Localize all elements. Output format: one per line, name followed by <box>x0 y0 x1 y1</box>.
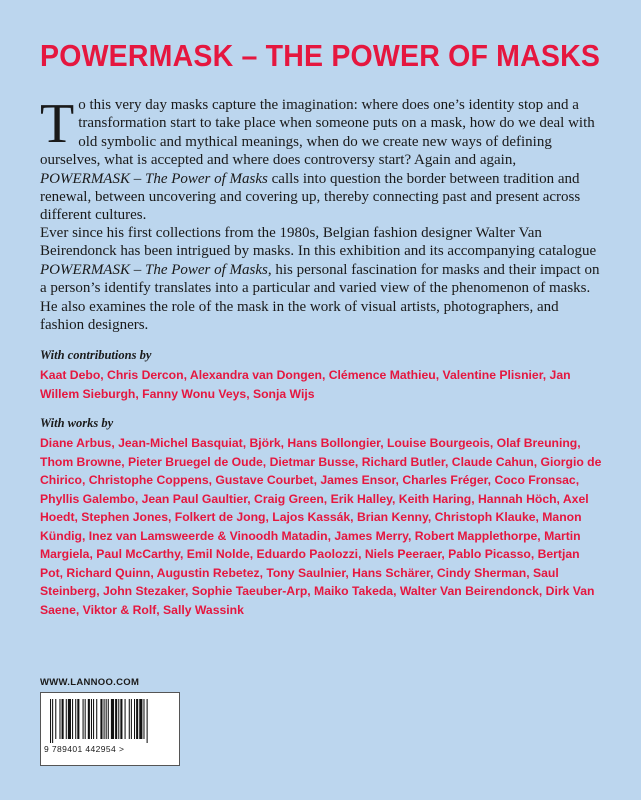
barcode-bar <box>75 699 76 739</box>
barcode-bar <box>147 699 148 743</box>
isbn-number: 9 789401 442954 > <box>44 744 125 754</box>
intro-text-start: o this very day masks capture the imagination: where does one’s identity stop and a transformation start to take place when someone puts on a mask, how do we deal with old symbolic and mythical meanings, when do we create new ways of defining ourselves, what is accepted and where does controversy start? Again and again, <box>40 97 595 169</box>
barcode-bar <box>111 699 114 739</box>
intro-text-end: calls into question the border between tradition and renewal, between uncovering and covering up, thereby connecting past and present across different cultures. <box>40 170 581 224</box>
barcode-bar <box>118 699 119 739</box>
intro-book-title: POWERMASK – The Power of Masks <box>40 170 268 187</box>
barcode-bar <box>136 699 138 739</box>
drop-cap: T <box>40 93 75 155</box>
isbn-barcode <box>40 692 180 766</box>
barcode-bar <box>115 699 117 739</box>
barcode-bar <box>143 699 144 739</box>
barcode-bars <box>46 699 174 743</box>
barcode-bar <box>93 699 94 739</box>
barcode-bar <box>50 699 51 743</box>
description-text-start: Ever since his first collections from the 1980s, Belgian fashion designer Walter Van Beirendonck has been intrigued by masks. In this exhibition and its accompanying catalogue <box>40 225 597 260</box>
barcode-bar <box>59 699 60 739</box>
barcode-bar <box>100 699 102 739</box>
works-heading: With works by <box>40 416 114 430</box>
barcode-bar <box>55 699 56 739</box>
description-text-end: , his personal fascination for masks and their impact on a person’s identify translates into a particular and varied view of the phenomenon of masks. He also examines the role of the mask in the work of visual artists, photographers, and fashion designers. <box>40 261 600 334</box>
barcode-bar <box>83 699 84 739</box>
barcode-bar <box>125 699 126 739</box>
barcode-bar <box>106 699 107 739</box>
barcode-bar <box>131 699 132 739</box>
barcode-bar <box>96 699 97 739</box>
barcode-bar <box>66 699 67 739</box>
barcode-bar <box>62 699 64 739</box>
barcode-bar <box>85 699 86 739</box>
barcode-bar <box>68 699 71 739</box>
description-paragraph <box>40 224 600 334</box>
publisher-website: WWW.LANNOO.COM <box>40 677 140 688</box>
artists-list: Diane Arbus, Jean-Michel Basquiat, Björk, Hans Bollongier, Louise Bourgeois, Olaf Breuning, Thom Browne, Pieter Bruegel de Oude, Dietmar Busse, Richard Butler, Claude Cahun, Giorgio de Chirico, Christophe Coppens, Gustave Courbet, James Ensor, Charles Fréger, Coco Fronsac, Phyllis Galembo, Jean Paul Gaultier, Craig Green, Erik Halley, Keith Haring, Hannah Höch, Axel Hoedt, Stephen Jones, Folkert de Jong, Lajos Kassák, Brian Kenny, Christoph Klauke, Manon Kündig, Inez van Lamsweerde & Vinoodh Matadin, James Merry, Robert Mapplethorpe, Martin Margiela, Paul McCarthy, Emil Nolde, Eduardo Paolozzi, Niels Peeraer, Pablo Picasso, Bertjan Pot, Richard Quinn, Augustin Rebetez, Tony Saulnier, Hans Schärer, Cindy Sherman, Saul Steinberg, John Stezaker, Sophie Taeuber-Arp, Maiko Takeda, Walter Van Beirendonck, Dirk Van Saene, Viktor & Rolf, Sally Wassink <box>40 436 602 617</box>
intro-paragraph <box>40 93 600 225</box>
contributions-heading: With contributions by <box>40 348 152 362</box>
barcode-bar <box>88 699 90 739</box>
barcode-bar <box>129 699 130 739</box>
cover-title: POWERMASK – THE POWER OF MASKS <box>40 38 601 73</box>
description-book-title: POWERMASK – The Power of Masks <box>40 261 268 278</box>
barcode-bar <box>72 699 73 739</box>
barcode-bar <box>108 699 109 739</box>
barcode-bar <box>134 699 135 739</box>
barcode-bar <box>120 699 122 739</box>
barcode-bar <box>77 699 79 739</box>
contributors-list: Kaat Debo, Chris Dercon, Alexandra van Dongen, Clémence Mathieu, Valentine Plisnier, Jan Willem Sieburgh, Fanny Wonu Veys, Sonja Wijs <box>40 368 571 401</box>
barcode-bar <box>52 699 53 743</box>
barcode-bar <box>139 699 142 739</box>
barcode-bar <box>104 699 105 739</box>
barcode-bar <box>91 699 92 739</box>
